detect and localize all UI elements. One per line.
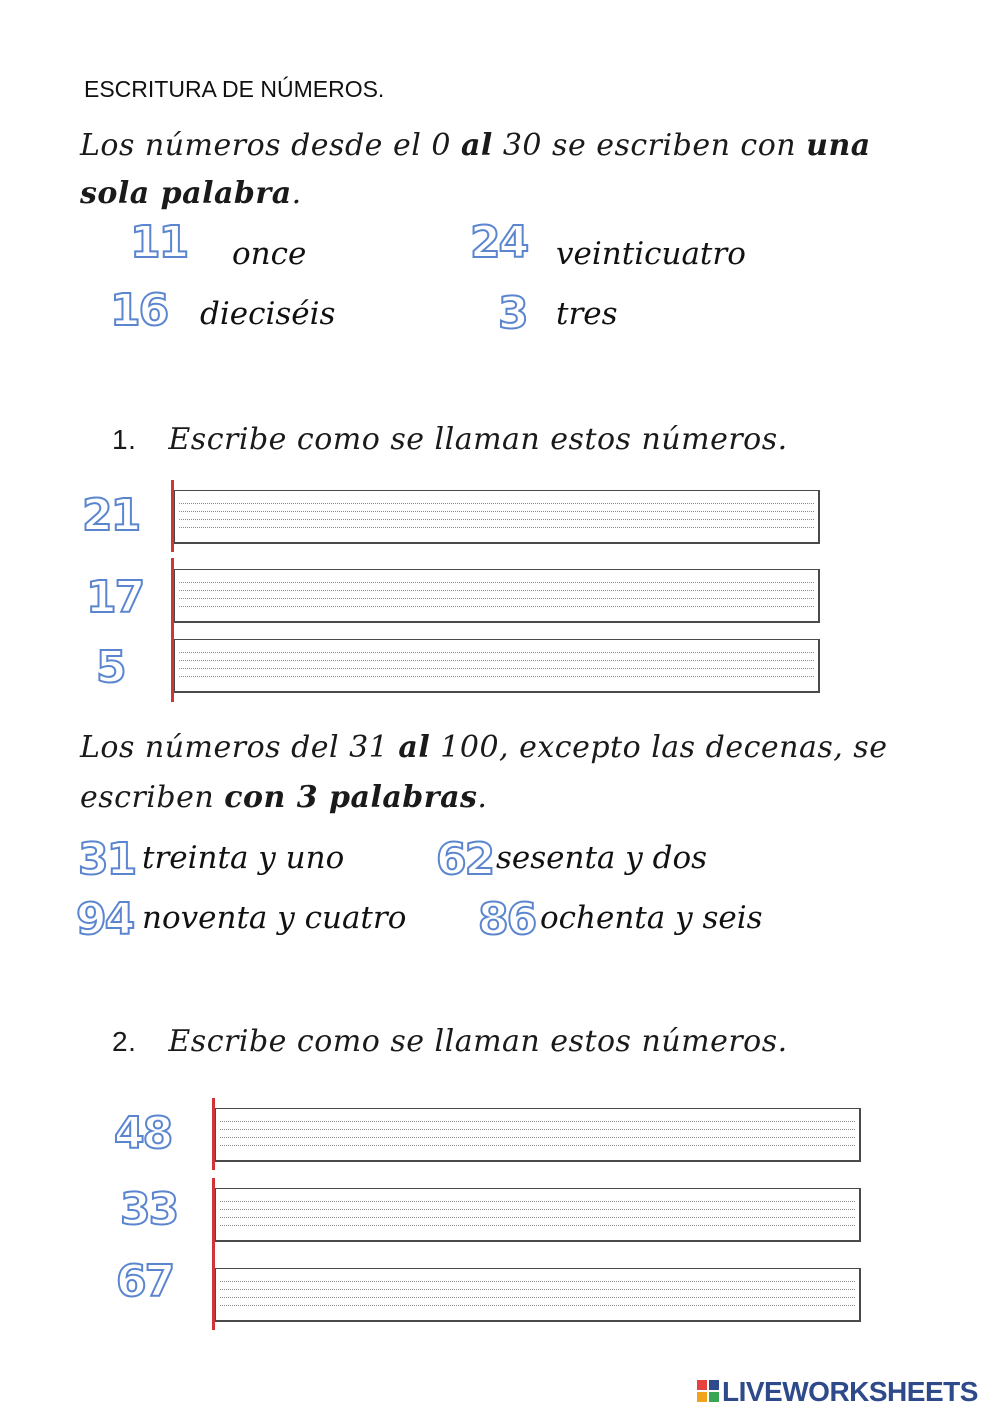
example-number: 31 bbox=[78, 834, 136, 885]
exercise-1-label: 1. bbox=[112, 424, 137, 455]
page-title: ESCRITURA DE NÚMEROS. bbox=[84, 76, 385, 102]
example-number: 11 bbox=[130, 217, 188, 268]
rule-1-line-1 bbox=[80, 128, 871, 163]
example-number: 24 bbox=[470, 217, 528, 268]
rule-1-text-c: . bbox=[291, 176, 302, 211]
rule-2-text-d: . bbox=[477, 780, 488, 815]
exercise-number: 5 bbox=[96, 642, 125, 693]
rule-2-text-c: escriben bbox=[80, 780, 225, 815]
answer-field-33[interactable] bbox=[215, 1188, 861, 1242]
rule-1-line-2 bbox=[80, 176, 302, 211]
example-word: dieciséis bbox=[200, 296, 336, 332]
answer-field-17[interactable] bbox=[174, 569, 820, 623]
exercise-number: 33 bbox=[120, 1184, 178, 1235]
liveworksheets-logo[interactable]: LIVEWORKSHEETS bbox=[722, 1376, 978, 1407]
rule-2-text-a: Los números del 31 bbox=[80, 730, 399, 765]
example-number: 86 bbox=[478, 894, 536, 945]
rule-1-bold-c: sola palabra bbox=[80, 176, 292, 211]
exercise-number: 67 bbox=[116, 1256, 174, 1307]
example-number: 62 bbox=[436, 834, 494, 885]
exercise-2-heading bbox=[112, 1024, 788, 1059]
exercise-number: 17 bbox=[86, 572, 144, 623]
rule-2-text-b: 100, excepto las decenas, se bbox=[430, 730, 888, 765]
example-word: sesenta y dos bbox=[496, 840, 708, 876]
example-number: 3 bbox=[498, 288, 527, 339]
answer-field-48[interactable] bbox=[215, 1108, 861, 1162]
liveworksheets-logo-icon bbox=[697, 1380, 719, 1402]
rule-2-bold-a: al bbox=[398, 730, 431, 765]
rule-1-text-a: Los números desde el 0 bbox=[80, 128, 461, 163]
rule-1-bold-a: al bbox=[460, 128, 493, 163]
exercise-1-heading bbox=[112, 422, 788, 457]
example-word: ochenta y seis bbox=[540, 900, 763, 936]
answer-field-5[interactable] bbox=[174, 639, 820, 693]
exercise-2-instruction: Escribe como se llaman estos números. bbox=[168, 1024, 788, 1059]
example-word: veinticuatro bbox=[556, 236, 746, 272]
answer-field-67[interactable] bbox=[215, 1268, 861, 1322]
example-number: 16 bbox=[110, 285, 168, 336]
example-word: tres bbox=[556, 296, 618, 332]
exercise-number: 48 bbox=[114, 1108, 172, 1159]
rule-1-bold-b: una bbox=[806, 128, 871, 163]
rule-2-line-2 bbox=[80, 780, 487, 815]
exercise-1-instruction: Escribe como se llaman estos números. bbox=[168, 422, 788, 457]
rule-2-bold-b: con 3 palabras bbox=[224, 780, 478, 815]
rule-1-text-b: 30 se escriben con bbox=[492, 128, 807, 163]
example-number: 94 bbox=[76, 894, 134, 945]
exercise-2-label: 2. bbox=[112, 1026, 137, 1057]
example-word: noventa y cuatro bbox=[142, 900, 407, 936]
exercise-number: 21 bbox=[82, 490, 140, 541]
answer-field-21[interactable] bbox=[174, 490, 820, 544]
example-word: once bbox=[232, 236, 307, 272]
rule-2-line-1 bbox=[80, 730, 887, 765]
example-word: treinta y uno bbox=[142, 840, 345, 876]
